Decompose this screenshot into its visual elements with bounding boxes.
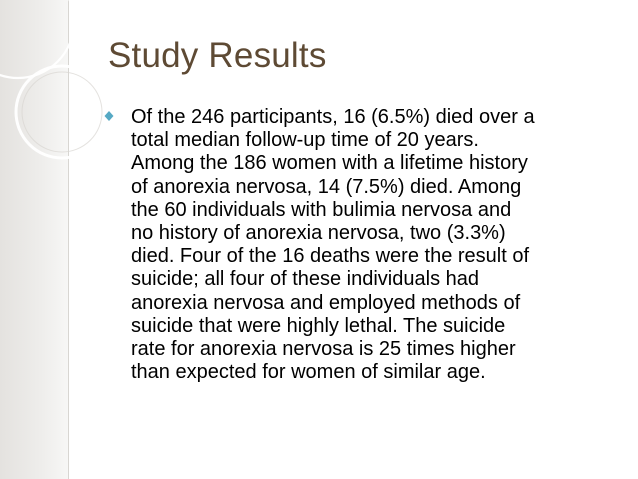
- text-line: of anorexia nervosa, 14 (7.5%) died. Among: [131, 175, 522, 198]
- text-line: no history of anorexia nervosa, two (3.3%): [131, 222, 506, 245]
- text-line: Among the 186 women with a lifetime history: [131, 152, 528, 175]
- text-line: anorexia nervosa and employed methods of: [131, 291, 521, 314]
- text-line: Of the 246 participants, 16 (6.5%) died over a: [131, 106, 535, 128]
- decorative-circles: [0, 0, 120, 180]
- body-paragraph: [131, 106, 626, 384]
- text-line: the 60 individuals with bulimia nervosa and: [131, 198, 512, 221]
- text-line: rate for anorexia nervosa is 25 times higher: [131, 338, 516, 361]
- text-line: suicide; all four of these individuals had: [131, 268, 479, 291]
- text-line: total median follow-up time of 20 years.: [131, 129, 479, 152]
- text-line: died. Four of the 16 deaths were the result of: [131, 245, 530, 268]
- text-line: than expected for women of similar age.: [131, 361, 486, 384]
- slide-title: Study Results: [108, 36, 327, 75]
- bullet-icon: [102, 106, 116, 126]
- text-line: suicide that were highly lethal. The suicide: [131, 314, 506, 337]
